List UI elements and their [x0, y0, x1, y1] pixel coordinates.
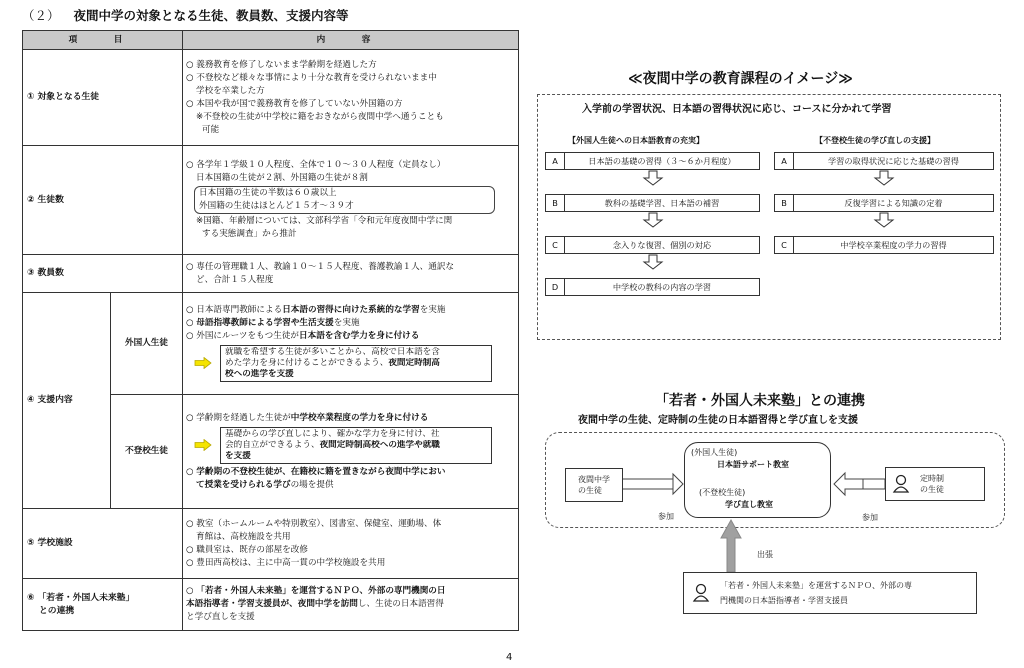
text-span: 中学校卒業程度の学力を身に付ける — [290, 412, 429, 423]
arrow-down-icon — [873, 212, 895, 228]
row-content-teachers — [183, 255, 519, 293]
text-span: ○ 外国にルーツをもつ生徒が — [186, 330, 300, 341]
text-line: ○ 本国や我が国で義務教育を修了していない外国籍の方 — [186, 98, 403, 109]
text-span: て授業を受けられる学び — [196, 479, 291, 490]
ratio-bracket — [194, 186, 495, 214]
row-label-target: ① 対象となる生徒 — [23, 50, 183, 146]
text-span: 日本語を含む学力を身に付ける — [299, 330, 420, 341]
text-span: 本語指導者・学習支援員が、夜間中学を訪問 — [186, 599, 358, 609]
text-line: ※国籍、年齢層については、文部科学省「令和元年度夜間中学に関 — [196, 216, 453, 226]
text-line: との連携 — [39, 605, 75, 616]
text-line: と学び直しを支援 — [186, 612, 255, 622]
text-span: の場を提供 — [290, 479, 334, 490]
curriculum-step — [545, 278, 760, 296]
text-span: ○ 学齢期を経過した生徒が — [186, 412, 291, 423]
text-line: ○ 各学年１学級１０人程度、全体で１０～３０人程度（定員なし） — [186, 160, 446, 170]
text-line — [186, 598, 515, 611]
text-line: ○ 豊田西高校は、主に中高一貫の中学校施設を共用 — [186, 557, 386, 568]
text-line — [186, 585, 515, 598]
text-span: 夜間定時制高校への進学や就職 — [319, 439, 440, 450]
text-line: 育館は、高校施設を共用 — [196, 531, 291, 542]
text-line: 校への進学を支援 — [225, 368, 294, 379]
callout-box — [220, 427, 492, 464]
text-line: ○ 義務教育を修了しないまま学齢期を経過した方 — [186, 59, 377, 70]
step-text: 中学校卒業程度の学力の習得 — [840, 239, 947, 250]
text-span: 学齢期の不登校生徒が、在籍校に籍を置きながら夜間中学におい — [196, 466, 446, 477]
text-line: 夜間中学 — [578, 475, 610, 484]
text-span: 夜間定時制高 — [388, 357, 440, 368]
section-number: （２） — [22, 8, 60, 23]
text-span: ○ — [186, 317, 197, 328]
step-letter: B — [775, 195, 794, 211]
row-label-support: ④ 支援内容 — [23, 293, 111, 509]
curriculum-step — [545, 236, 760, 254]
text-span: を実施 — [419, 304, 446, 315]
callout — [186, 427, 515, 464]
text-line — [186, 330, 515, 343]
step-text: 中学校の教科の内容の学習 — [612, 281, 712, 292]
cooperation-subtitle: 夜間中学の生徒、定時制の生徒の日本語習得と学び直しを支援 — [578, 415, 858, 426]
curriculum-step — [774, 194, 994, 212]
text-line — [186, 317, 515, 330]
table-row — [23, 293, 519, 395]
text-line: 「若者・外国人未来塾」を運営するＮＰＯ、外部の専 — [720, 581, 912, 590]
curriculum-step — [774, 152, 994, 170]
curriculum-step — [545, 152, 760, 170]
part-time-student-box — [885, 467, 985, 501]
curriculum-frame — [537, 94, 1001, 340]
text-line: する実態調査」から推計 — [202, 229, 297, 239]
text-line: 学び直し教室 — [725, 500, 773, 509]
row-content-support-truant — [183, 395, 519, 509]
row-content-support-foreign — [183, 293, 519, 395]
truant-column-head: 【不登校生徒の学び直しの支援】 — [815, 136, 935, 145]
text-line: 門機関の日本語指導者・学習支援員 — [720, 596, 848, 605]
section-title — [22, 6, 349, 24]
text-line: ⑥ 「若者・外国人未来塾」 — [27, 592, 135, 603]
curriculum-subtitle: 入学前の学習状況、日本語の習得状況に応じ、コースに分かれて学習 — [582, 104, 892, 115]
support-classroom-box — [684, 442, 831, 518]
text-line: (不登校生徒) — [699, 488, 746, 497]
header-item: 項 目 — [23, 31, 183, 50]
join-label-right: 参加 — [862, 513, 878, 522]
step-text: 念入りな復習、個別の対応 — [612, 239, 712, 250]
row-label-teachers: ③ 教員数 — [23, 255, 183, 293]
row-content-students — [183, 146, 519, 255]
step-text: 教科の基礎学習、日本語の補習 — [604, 197, 720, 208]
curriculum-step — [545, 194, 760, 212]
npo-box — [683, 572, 977, 614]
row-label-students: ② 生徒数 — [23, 146, 183, 255]
table-row — [23, 579, 519, 631]
text-span: ○ — [186, 586, 197, 596]
step-text: 学習の取得状況に応じた基礎の習得 — [827, 155, 959, 166]
row-content-facilities — [183, 509, 519, 579]
text-line — [225, 358, 487, 369]
arrow-right-icon — [194, 357, 212, 369]
step-text: 日本語の基礎の習得（３～６か月程度） — [588, 155, 736, 166]
arrow-down-icon — [642, 170, 664, 186]
text-line: 日本国籍の生徒の半数は６０歳以上 — [199, 188, 337, 198]
header-content: 内 容 — [183, 31, 519, 50]
text-span: を実施 — [333, 317, 360, 328]
table-header-row — [23, 31, 519, 50]
step-letter: D — [546, 279, 565, 295]
table-row — [23, 509, 519, 579]
text-line: 可能 — [202, 124, 220, 135]
row-content-target — [183, 50, 519, 146]
arrow-down-icon — [642, 212, 664, 228]
callout-box — [220, 345, 492, 382]
info-table — [22, 30, 519, 631]
arrow-shaft — [619, 479, 673, 489]
section-title-text: 夜間中学の対象となる生徒、教員数、支援内容等 — [73, 8, 349, 23]
text-line: 就職を希望する生徒が多いことから、高校で日本語を含 — [225, 346, 440, 357]
text-line — [186, 466, 515, 479]
table-row — [23, 50, 519, 146]
step-letter: C — [775, 237, 794, 253]
text-line: 日本国籍の生徒が２割、外国籍の生徒が８割 — [196, 173, 368, 183]
callout — [186, 345, 515, 382]
text-line: ど、合計１５人程度 — [196, 274, 274, 285]
text-line: 日本語サポート教室 — [717, 460, 789, 469]
step-letter: C — [546, 237, 565, 253]
text-span: 母語指導教師による学習や生活支援 — [196, 317, 334, 328]
dispatch-label: 出張 — [757, 550, 773, 559]
sub-label-truant: 不登校生徒 — [111, 395, 183, 509]
row-label-cooperation — [23, 579, 183, 631]
text-line — [186, 412, 515, 425]
text-line: ○ 教室（ホームルームや特別教室）、図書室、保健室、運動場、体 — [186, 518, 442, 529]
night-school-student-box — [565, 468, 623, 502]
arrow-down-icon — [642, 254, 664, 270]
text-span: 会的自立ができるよう、 — [225, 439, 320, 450]
text-line: の生徒 — [578, 486, 602, 495]
text-span: 日本語の習得に向けた系統的な学習 — [282, 304, 420, 315]
curriculum-title: ≪夜間中学の教育課程のイメージ≫ — [628, 71, 853, 87]
text-line: 基礎からの学び直しにより、確かな学力を身に付け、社 — [225, 428, 440, 439]
text-span: ○ 日本語専門教師による — [186, 304, 283, 315]
arrow-left-icon — [834, 473, 865, 495]
foreign-column-head: 【外国人生徒への日本語教育の充実】 — [568, 136, 704, 145]
text-line: 外国籍の生徒はほとんど１５才～３９才 — [199, 201, 354, 211]
text-line: ○ 不登校など様々な事情により十分な教育を受けられないまま中 — [186, 72, 437, 83]
text-line — [186, 479, 515, 492]
text-line: 学校を卒業した方 — [196, 85, 265, 96]
text-line: ○ 専任の管理職１人、教諭１０～１５人程度、養護教諭１人、通訳な — [186, 261, 455, 272]
text-line: (外国人生徒) — [691, 448, 738, 457]
text-line: の生徒 — [920, 485, 944, 494]
join-label-left: 参加 — [658, 512, 674, 521]
text-line: を支援 — [225, 450, 251, 461]
step-text: 反復学習による知識の定着 — [844, 197, 943, 208]
cooperation-title: 「若者・外国人未来塾」との連携 — [655, 393, 865, 409]
text-line: ○ 職員室は、既存の部屋を改修 — [186, 544, 308, 555]
step-letter: A — [546, 153, 565, 169]
person-icon — [892, 474, 910, 494]
text-span: ○ — [186, 466, 197, 477]
arrow-up-icon — [721, 520, 741, 572]
text-line: 定時制 — [920, 474, 944, 483]
curriculum-step — [774, 236, 994, 254]
text-line — [186, 304, 515, 317]
row-label-facilities: ⑤ 学校施設 — [23, 509, 183, 579]
page-number: 4 — [506, 652, 513, 663]
sub-label-foreign: 外国人生徒 — [111, 293, 183, 395]
arrow-right-icon — [194, 439, 212, 451]
person-icon — [692, 583, 710, 603]
text-span: めた学力を身に付けることができるよう、 — [225, 357, 389, 368]
table-row — [23, 146, 519, 255]
arrow-down-icon — [873, 170, 895, 186]
step-letter: A — [775, 153, 794, 169]
table-row — [23, 255, 519, 293]
step-letter: B — [546, 195, 565, 211]
text-span: し、生徒の日本語習得 — [357, 599, 444, 609]
arrow-shaft — [863, 479, 885, 489]
text-line: ※不登校の生徒が中学校に籍をおきながら夜間中学へ通うことも — [196, 111, 444, 122]
text-span: 「若者・外国人未来塾」を運営するＮＰＯ、外部の専門機関の日 — [196, 586, 446, 596]
row-content-cooperation — [183, 579, 519, 631]
text-line — [225, 440, 487, 451]
